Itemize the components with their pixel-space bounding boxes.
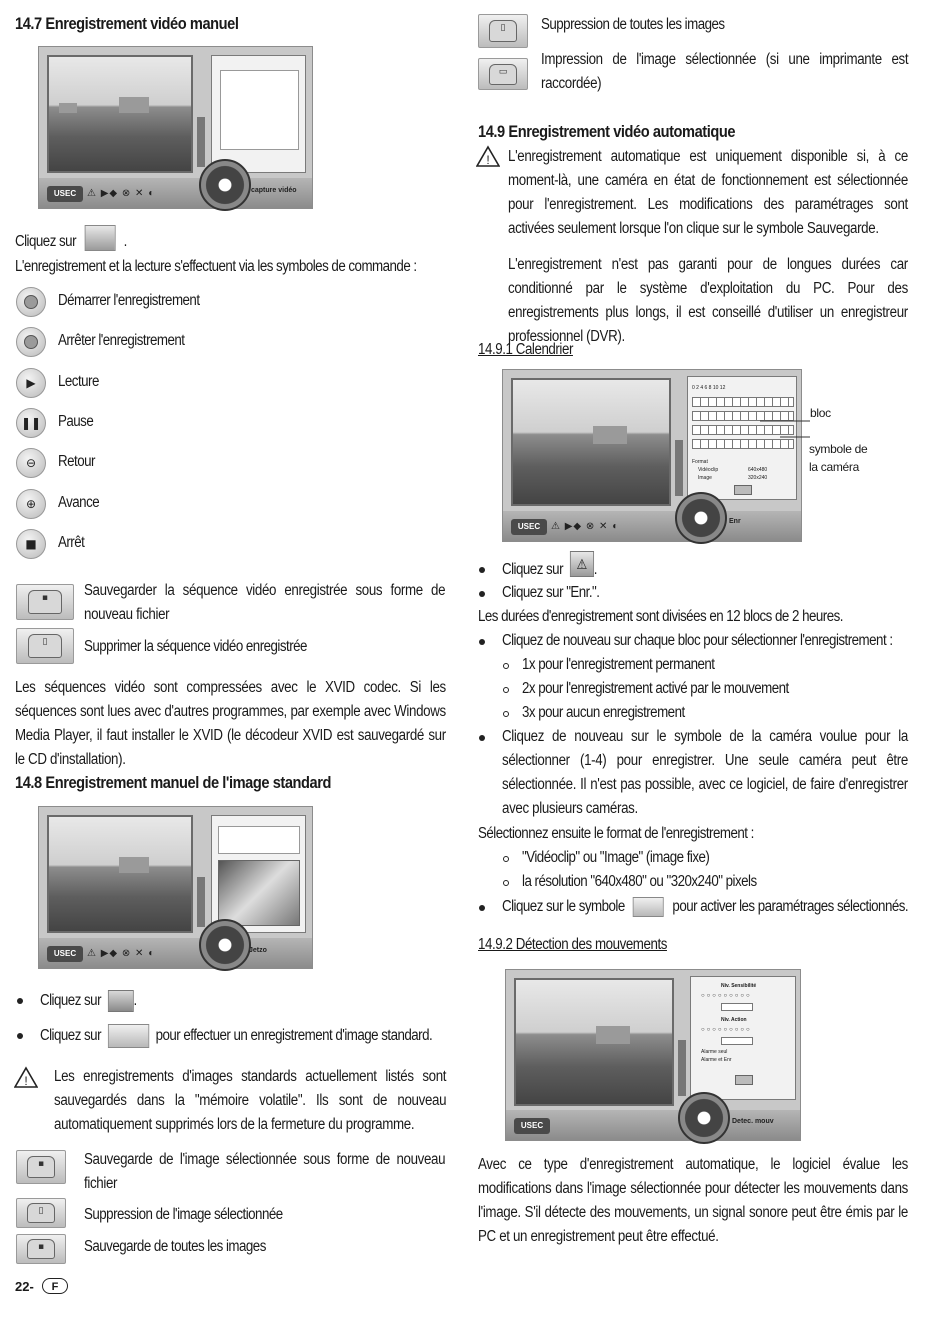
warning-icon <box>14 1066 38 1088</box>
usec-logo: USEC <box>511 519 547 535</box>
bullet-click-alarm: Cliquez sur ⚠ . <box>502 557 597 583</box>
delete-image-icon[interactable]: ▯ <box>16 1198 66 1228</box>
durations-text: Les durées d'enregistrement sont divisées en 12 blocs de 2 heures. <box>478 608 843 625</box>
joystick-control[interactable] <box>678 1092 730 1144</box>
click-camera-line: Cliquez sur . <box>15 229 127 255</box>
alarm-icon[interactable]: ⚠ <box>570 551 594 577</box>
sub-bullet-none: 3x pour aucun enregistrement <box>522 704 685 721</box>
toolbar-icons: ⚠ ▶◆ ⊗ ✕ ◐ <box>87 188 156 199</box>
callout-lines <box>760 418 810 442</box>
usec-logo: USEC <box>47 946 83 962</box>
dvr-text: L'enregistrement n'est pas garanti pour de longues durées car conditionné par le système d'exploitation du PC. Pour des enregistrements plus longs, il est conseillé d'utiliser un enregistreur professionnel (DVR). <box>508 256 908 345</box>
heading-14-8: 14.8 Enregistrement manuel de l'image standard <box>15 773 332 792</box>
warning-auto-text: L'enregistrement automatique est uniquement disponible si, à ce moment-là, une caméra en état de fonctionnement est sélectionnée pour l'enregistrement. Les modifications des paramétrages sont activées seulement lorsque l'on clique sur le symbole Sauvegarde. <box>508 148 908 237</box>
joystick-control[interactable] <box>199 159 251 211</box>
joystick-control[interactable] <box>199 919 251 971</box>
control-label: Démarrer l'enregistrement <box>58 292 200 309</box>
save-sequence-icon[interactable]: ▪ <box>16 584 74 620</box>
usec-logo: USEC <box>47 186 83 202</box>
rewind-icon[interactable]: ⊖ <box>16 448 46 478</box>
detection-panel: Niv. Sensibilité ○○○○○○○○○ Niv. Action ○○○○○○○○○ Alarme seul Alarme et Enr <box>690 976 796 1100</box>
record-stop-icon[interactable] <box>16 327 46 357</box>
detection-paragraph: Avec ce type d'enregistrement automatique, le logiciel évalue les modifications dans l'image sélectionnée pour détecter les mouvements dans l'image. S'il détecte des mouvements, un signal sonore peut être émis par le PC et un enregistrement peut être effectué. <box>478 1156 908 1245</box>
save-settings-icon[interactable] <box>633 897 664 917</box>
warning-volatile-text: Les enregistrements d'images standards actuellement listés sont sauvegardés dans la "mémoire volatile". Ils sont de nouveau automatiquement supprimés lors de la fermeture du programme. <box>54 1068 447 1133</box>
bullet-click-photo: Cliquez sur . <box>40 989 137 1013</box>
bloc-label: bloc <box>810 406 831 420</box>
video-preview <box>514 978 674 1106</box>
save-image-text: Sauvegarde de l'image sélectionnée sous forme de nouveau fichier <box>84 1151 446 1192</box>
language-badge: F <box>42 1278 68 1294</box>
forward-icon[interactable]: ⊕ <box>16 489 46 519</box>
heading-14-9: 14.9 Enregistrement vidéo automatique <box>478 122 736 141</box>
bullet-click-save-symbol: Cliquez sur le symbole pour activer les paramétrages sélectionnés. <box>502 898 909 915</box>
delete-all-images-text: Suppression de toutes les images <box>541 16 725 33</box>
bullet-click-block: Cliquez de nouveau sur chaque bloc pour sélectionner l'enregistrement : <box>502 632 893 649</box>
print-image-text: Impression de l'image sélectionnée (si une imprimante est raccordée) <box>541 51 909 92</box>
joystick-control[interactable] <box>675 492 727 544</box>
screenshot-calendar <box>502 369 802 542</box>
control-label: Arrêt <box>58 534 85 551</box>
delete-sequence-text: Supprimer la séquence vidéo enregistrée <box>84 638 307 655</box>
delete-sequence-icon[interactable]: ▯ <box>16 628 74 664</box>
video-camera-icon[interactable] <box>84 225 115 251</box>
page-number: 22- <box>15 1279 34 1294</box>
calendar-caption: Enr <box>729 518 741 525</box>
toolbar-icons: ⚠ ▶◆ ⊗ ✕ ◐ <box>87 948 156 959</box>
capture-label: capture vidéo <box>251 187 297 194</box>
stop-icon[interactable]: ■ <box>16 529 46 559</box>
standard-image-icon[interactable] <box>108 1024 149 1048</box>
save-all-images-icon[interactable]: ▪ <box>16 1234 66 1264</box>
heading-14-9-2: 14.9.2 Détection des mouvements <box>478 936 667 953</box>
print-image-icon[interactable]: ▭ <box>478 58 528 90</box>
save-sequence-text: Sauvegarder la séquence vidéo enregistrée sous forme de nouveau fichier <box>84 582 446 623</box>
format-text: Sélectionnez ensuite le format de l'enregistrement : <box>478 825 754 842</box>
cliquez-sur-text: Cliquez sur <box>15 233 77 251</box>
sub-bullet-permanent: 1x pour l'enregistrement permanent <box>522 656 715 673</box>
capture-label: Jetzo <box>249 947 267 954</box>
sub-bullet-format: "Vidéoclip" ou "Image" (image fixe) <box>522 849 710 866</box>
delete-image-text: Suppression de l'image sélectionnée <box>84 1206 283 1223</box>
save-all-images-text: Sauvegarde de toutes les images <box>84 1238 266 1255</box>
control-label: Pause <box>58 413 94 430</box>
controls-intro: L'enregistrement et la lecture s'effectuent via les symboles de commande : <box>15 258 417 275</box>
bullet-click-enr: Cliquez sur "Enr.". <box>502 584 600 601</box>
camera-symbol-label: symbole de la caméra <box>809 442 868 474</box>
video-preview <box>47 55 193 173</box>
screenshot-manual-video <box>38 46 313 209</box>
bullet-click-standard: Cliquez sur pour effectuer un enregistrement d'image standard. <box>40 1024 432 1048</box>
control-label: Avance <box>58 494 100 511</box>
detection-caption: Detec. mouv <box>732 1118 774 1125</box>
control-label: Retour <box>58 453 95 470</box>
video-preview <box>47 815 193 933</box>
calendar-panel: 0 2 4 6 8 10 12 Format Vidéoclip Image 640x480 320x240 <box>687 376 797 500</box>
warning-icon <box>476 145 500 167</box>
record-start-icon[interactable] <box>16 287 46 317</box>
control-label: Arrêter l'enregistrement <box>58 332 185 349</box>
photo-camera-icon[interactable] <box>108 990 134 1012</box>
svg-text:!: ! <box>24 1074 28 1088</box>
screenshot-standard-image <box>38 806 313 969</box>
pause-icon[interactable]: ❚❚ <box>16 408 46 438</box>
toolbar-icons: ⚠ ▶◆ ⊗ ✕ ◐ <box>551 521 620 532</box>
usec-logo: USEC <box>514 1118 550 1134</box>
heading-14-7: 14.7 Enregistrement vidéo manuel <box>15 14 239 33</box>
sub-bullet-resolution: la résolution "640x480" ou "320x240" pixels <box>522 873 757 890</box>
screenshot-motion-detection <box>505 969 801 1141</box>
video-preview <box>511 378 671 506</box>
delete-all-images-icon[interactable]: ▯ <box>478 14 528 48</box>
control-label: Lecture <box>58 373 99 390</box>
svg-text:!: ! <box>486 153 490 167</box>
play-icon[interactable]: ▶ <box>16 368 46 398</box>
bullet-select-camera: Cliquez de nouveau sur le symbole de la caméra voulue pour la sélectionner (1-4) pour enregistrer. Une seule caméra peut être sélectionnée. Il n'est pas possible, avec ce logiciel, de faire d'enregistrer avec plusieurs caméras. <box>502 728 908 817</box>
heading-14-9-1: 14.9.1 Calendrier <box>478 341 573 358</box>
capture-panel <box>211 55 306 173</box>
save-image-icon[interactable]: ▪ <box>16 1150 66 1184</box>
sub-bullet-motion: 2x pour l'enregistrement activé par le mouvement <box>522 680 789 697</box>
xvid-paragraph: Les séquences vidéo sont compressées avec le XVID codec. Si les séquences sont lues avec d'autres programmes, par exemple avec Windows Media Player, il faut installer le XVID (le décodeur XVID est sauvegardé sur le CD d'installation). <box>15 679 446 768</box>
image-list-panel <box>211 815 306 933</box>
